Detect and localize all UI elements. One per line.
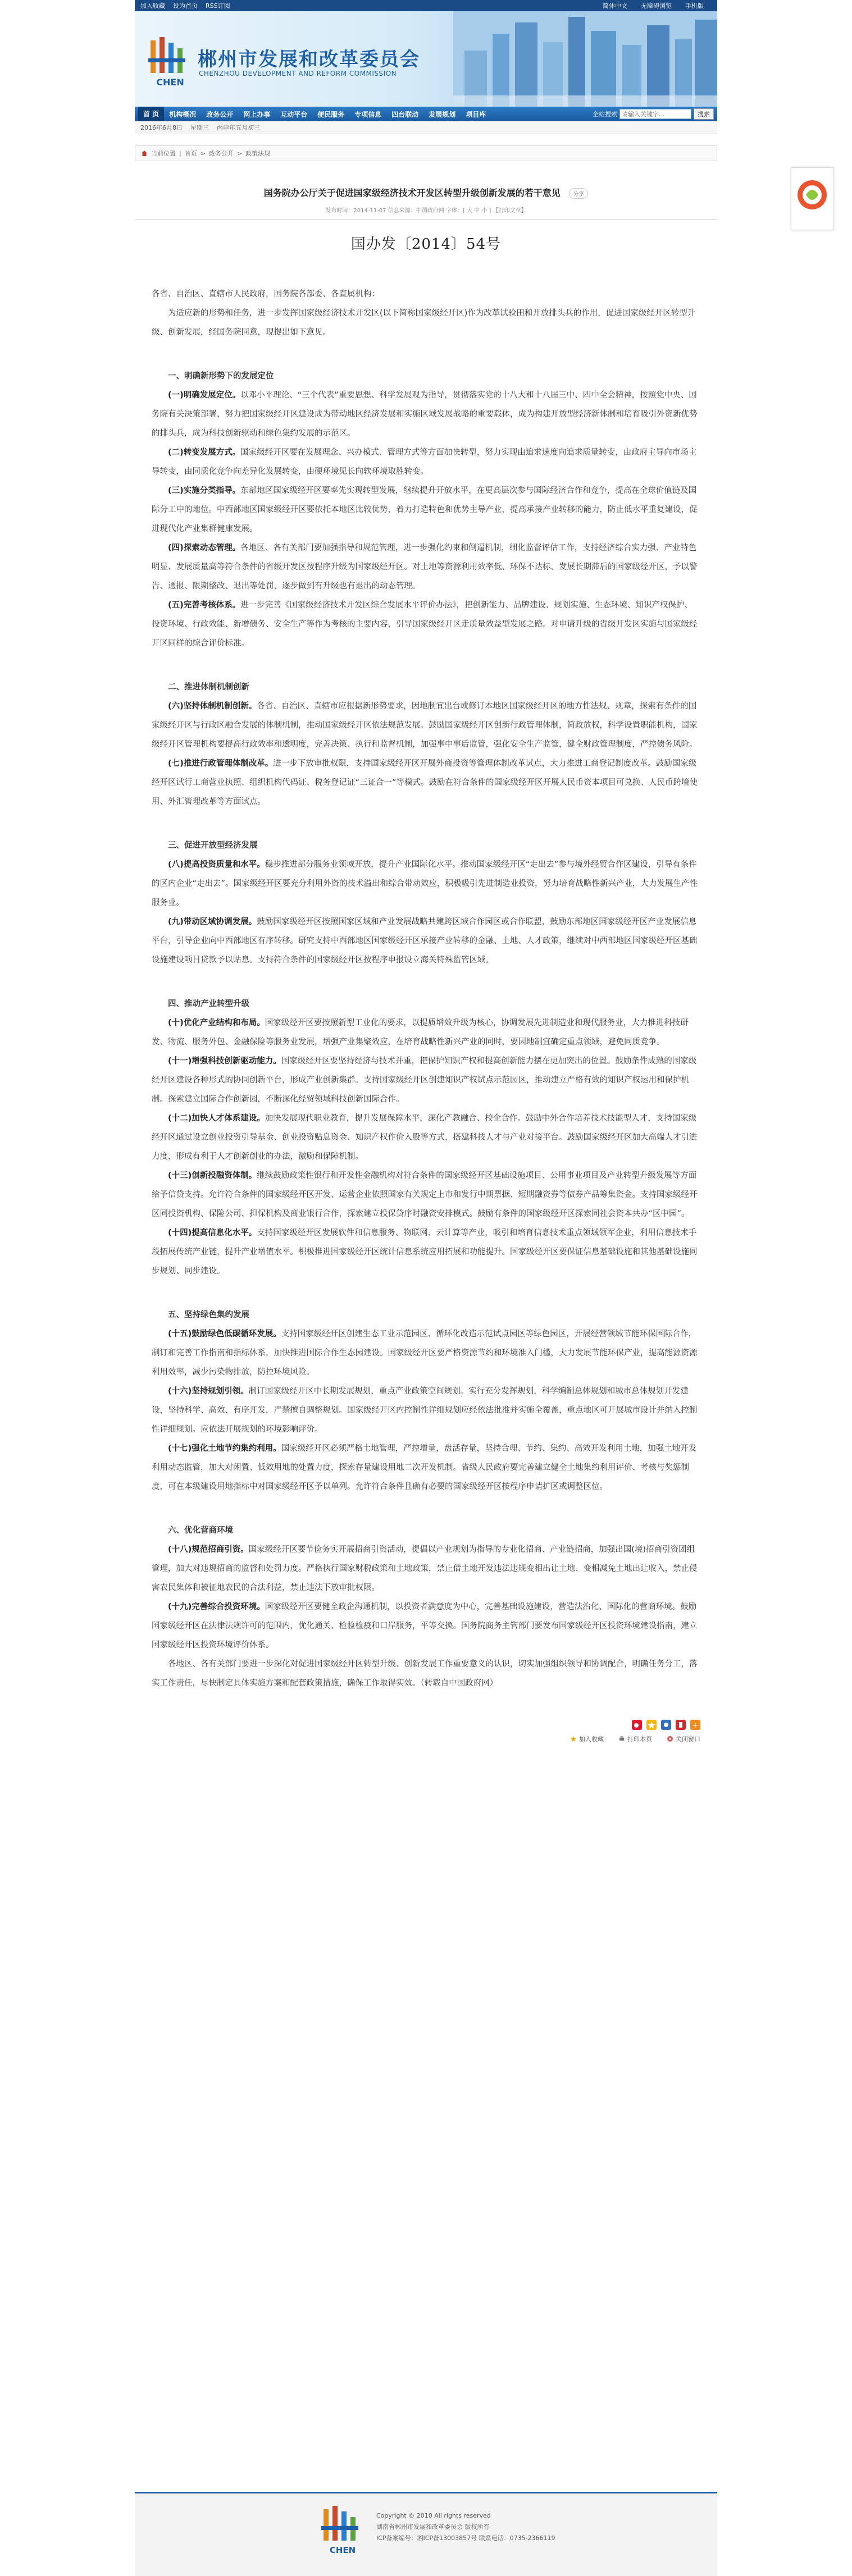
search-button[interactable]: 搜索	[694, 108, 714, 120]
site-title: 郴州市发展和改革委员会	[198, 48, 420, 71]
print-action[interactable]: 打印本页	[618, 1734, 652, 1743]
qzone-icon[interactable]	[646, 1720, 657, 1730]
topbar-link-lang[interactable]: 简体中文	[603, 2, 627, 10]
svg-text:+: +	[692, 1721, 699, 1730]
page-wrapper	[135, 0, 717, 2555]
article-title: 国务院办公厅关于促进国家级经济技术开发区转型升级创新发展的若干意见	[263, 188, 561, 198]
tencent-weibo-icon[interactable]	[676, 1720, 686, 1730]
footer-text	[376, 2510, 555, 2544]
paragraph: (三)实施分类指导。东部地区国家级经开区要率先实现转型发展，继续提升开放水平，在更高层次参与国际经济合作和竞争，提高在全球价值链及国际分工中的地位。中西部地区国家级经开区要依托本地区比较优势，着力打造特色和优势主导产业，提高承接产业转移的能力，防止低水平重复建设，促进现代化产业集群健康发展。	[152, 486, 698, 533]
add-favorite-action[interactable]: 加入收藏	[570, 1734, 604, 1743]
topbar-link-homepage[interactable]: 设为首页	[173, 2, 198, 10]
topbar-link-mobile[interactable]: 手机版	[685, 2, 704, 10]
star-icon	[570, 1735, 577, 1742]
main-nav	[135, 107, 717, 121]
breadcrumb-policy[interactable]: 政策法规	[245, 150, 271, 157]
current-date: 2016年6月8日	[140, 124, 183, 131]
section-heading: 二、推进体制机制创新	[168, 683, 249, 692]
paragraph: (九)带动区域协调发展。鼓励国家级经开区按照国家区域和产业发展战略共建跨区域合作园区或合作联盟，鼓励东部地区国家级经开区产业发展信息平台，引导企业向中西部地区有序转移。研究支持中西部地区国家级经开区承接产业转移的金融、土地、人才政策，继续对中西部地区国家级经开区基础设施建设项目贷款予以贴息。支持符合条件的国家级经开区按程序申报设立海关特殊监管区域。	[152, 917, 698, 965]
site-search	[593, 108, 714, 120]
article-meta: 发布时间：2014-11-07 信息来源：中国政府网 字体：[ 大 中 小 ] 【打印文章】	[325, 208, 527, 214]
article-actions	[135, 1734, 700, 1743]
logo-text: CHEN	[156, 77, 184, 88]
paragraph: (十五)鼓励绿色低碳循环发展。支持国家级经开区创建生态工业示范园区、循环化改造示范试点园区等绿色园区，开展经营领域节能环保国际合作，制订和完善工作指南和指标体系，加快推进国际合作生态园建设。国家级经开区要严格资源节约和环境准入门槛，大力发展节能环保产业，提高能源资源利用效率，减少污染物排放，防控环境风险。	[152, 1330, 698, 1377]
lunar-date: 丙申年五月初三	[217, 124, 260, 131]
topbar-link-rss[interactable]: RSS订阅	[206, 2, 230, 10]
breadcrumb-label: 当前位置	[151, 150, 176, 157]
paragraph: (十一)增强科技创新驱动能力。国家级经开区要坚持经济与技术并重，把保护知识产权和提高创新能力摆在更加突出的位置。鼓励条件成熟的国家级经开区建设各种形式的协同创新平台，形成产业创新集群。支持国家级经开区创建知识产权试点示范园区，推动建立严格有效的知识产权运用和保护机制。探索建立国际合作创新园，不断深化经贸领域科技创新国际合作。	[152, 1057, 697, 1104]
section-heading: 三、促进开放型经济发展	[168, 841, 258, 850]
paragraph: (十)优化产业结构和布局。国家级经开区要按照新型工业化的要求，以提质增效升级为核心，协调发展先进制造业和现代服务业，大力推进科技研发、物流、服务外包、金融保险等服务业发展，增强产业集聚效应，在培育战略性新兴产业的同时，要因地制宜确定重点领域，避免同质竞争。	[152, 1018, 689, 1047]
top-utility-bar	[135, 0, 717, 11]
section-heading: 一、明确新形势下的发展定位	[168, 372, 274, 381]
section-heading: 四、推动产业转型升级	[168, 999, 249, 1008]
article-title-row	[135, 186, 717, 199]
floating-logo-icon	[791, 168, 833, 230]
search-label: 全站搜索	[593, 111, 617, 118]
topbar-link-favorite[interactable]: 加入收藏	[140, 2, 165, 10]
nav-item-online-service[interactable]: 网上办事	[243, 110, 271, 118]
paragraph: (七)推进行政管理体制改革。进一步下放审批权限，支持国家级经开区开展外商投资等管理体制改革试点，大力推进工商登记制度改革。鼓励国家级经开区试行工商营业执照、组织机构代码证、税务登记证“三证合一”等模式。鼓励在符合条件的国家级经开区开展人民币资本项目可兑换、人民币跨境使用、外汇管理改革等方面试点。	[152, 759, 698, 806]
paragraph: (六)坚持体制机制创新。各省、自治区、直辖市应根据新形势要求，因地制宜出台或修订本地区国家级经开区的地方性法规、规章，探索有条件的国家级经开区与行政区融合发展的体制机制，推动国家级经开区依法规范发展。鼓励国家级经开区创新行政管理体制，简政放权，科学设置职能机构，国家级经开区管理机构要提高行政效率和透明度，完善决策、执行和监督机制，加强事中事后监管，强化安全生产监管，健全财政管理制度，严控债务风险。	[152, 702, 698, 749]
printer-icon	[618, 1735, 625, 1742]
nav-item-projects[interactable]: 项目库	[466, 110, 486, 118]
floating-widget[interactable]	[791, 167, 834, 230]
icp-line: ICP备案编号：湘ICP备13003857号 联系电话：0735-2366119	[376, 2534, 555, 2542]
footer-logo	[320, 2505, 365, 2561]
close-icon	[667, 1735, 673, 1742]
paragraph: (四)探索动态管理。各地区、各有关部门要加强指导和规范管理，进一步强化约束和倒逼机制，细化监督评估工作，支持经济综合实力强、产业特色明显、发展质量高等符合条件的省级开发区按程序升级为国家级经开区。对土地等资源利用效率低、环保不达标、发展长期滞后的国家级经开区，予以警告、通报、限期整改、退出等处罚，逐步做到有升级也有退出的动态管理。	[152, 543, 698, 591]
paragraph: (二)转变发展方式。国家级经开区要在发展理念、兴办模式、管理方式等方面加快转型，努力实现由追求速度向追求质量转变，由政府主导向市场主导转变，由同质化竞争向差异化发展转变，由硬环境见长向软环境取胜转变。	[152, 448, 697, 476]
nav-item-public-service[interactable]: 便民服务	[317, 110, 345, 118]
svg-text:CHEN: CHEN	[329, 2545, 356, 2555]
current-weekday: 星期三	[190, 124, 209, 131]
nav-item-gov-affairs[interactable]: 政务公开	[206, 110, 234, 118]
breadcrumb-home[interactable]: 首页	[184, 150, 197, 157]
search-input[interactable]	[619, 109, 691, 119]
closing-paragraph: 各地区、各有关部门要进一步深化对促进国家级经开区转型升级、创新发展工作重要意义的认识，切实加强组织领导和协调配合，明确任务分工，落实工作责任，尽快制定具体实施方案和配套政策措施，确保工作取得实效。（转载自中国政府网）	[152, 1660, 698, 1688]
nav-item-about[interactable]: 机构概况	[169, 110, 197, 118]
paragraph: (十三)创新投融资体制。继续鼓励政策性银行和开发性金融机构对符合条件的国家级经开区基础设施项目、公用事业项目及产业转型升级发展等方面给予信贷支持。允许符合条件的国家级经开区开发、运营企业依照国家有关规定上市和发行中期票据、短期融资券等债券产品筹集资金。支持国家级经开区同投资机构、保险公司、担保机构及商业银行合作，探索建立投保贷序时融资安排模式。鼓励有条件的国家级经开区探索同社会资本共办“区中园”。	[152, 1171, 698, 1218]
topbar-link-accessibility[interactable]: 无障碍浏览	[641, 2, 672, 10]
document-number: 国办发〔2014〕54号	[350, 236, 502, 253]
paragraph: (十八)规范招商引资。国家级经开区要节俭务实开展招商引资活动，提倡以产业规划为指导的专业化招商、产业链招商，加强出国(境)招商引资团组管理，加大对违规招商的监督和处罚力度。严格执行国家财税政策和土地政策，禁止借土地开发违法违规变相出让土地、变相减免土地出让收入，禁止侵害农民集体和被征地农民的合法利益，禁止违法下放审批权限。	[152, 1545, 698, 1592]
site-footer	[135, 2492, 717, 2576]
date-bar	[135, 121, 717, 134]
paragraph: (八)提高投资质量和水平。稳步推进部分服务业领域开放，提升产业国际化水平。推动国家级经开区“走出去”参与境外经贸合作区建设，引导有条件的区内企业“走出去”。国家级经开区要充分利用外资的技术溢出和综合带动效应，积极吸引先进制造业投资，努力培育战略性新兴产业，大力发展生产性服务业。	[152, 860, 698, 907]
site-banner	[135, 11, 717, 107]
article-body	[152, 285, 700, 1693]
paragraph: (十二)加快人才体系建设。加快发展现代职业教育，提升发展保障水平，深化产教融合、校企合作。鼓励中外合作培养技术技能型人才，支持国家级经开区通过设立创业投资引导基金、创业投资贴息资金、知识产权作价入股等方式，搭建科技人才与产业对接平台。鼓励国家级经开区加大高端人才引进力度，形成有利于人才创新创业的办法，激励和保障机制。	[152, 1114, 698, 1161]
nav-item-special-info[interactable]: 专项信息	[354, 110, 382, 118]
paragraph: (十七)强化土地节约集约利用。国家级经开区必须严格土地管理，严控增量，盘活存量，坚持合理、节约、集约、高效开发利用土地，加强土地开发利用动态监管，加大对闲置、低效用地的处置力度，探索存量建设用地二次开发机制。省级人民政府要完善建立健全土地集约利用评价、考核与奖惩制度，可在本级建设用地指标中对国家级经开区予以单列。允许符合条件且确有必要的国家级经开区按程序申请扩区或调整区位。	[152, 1444, 697, 1491]
paragraph: (十九)完善综合投资环境。国家级经开区要健全政企沟通机制，以投资者满意度为中心，完善基础设施建设，营造法治化、国际化的营商环境。鼓励国家级经开区在法律法规许可的范围内，优化通关、检验检疫和口岸服务，平等交换。国务院商务主管部门要发布国家级经开区投资环境建设指南，建立国家级经开区投资环境评价体系。	[152, 1602, 698, 1650]
nav-item-linkage[interactable]: 四台联动	[391, 110, 419, 118]
copyright-line: Copyright © 2010 All rights reserved	[376, 2512, 491, 2519]
intro-paragraph: 为适应新的形势和任务，进一步发挥国家级经济技术开发区(以下简称国家级经开区)作为改革试验田和开放排头兵的作用，促进国家级经开区转型升级、创新发展，经国务院同意，现提出如下意见。	[152, 309, 696, 337]
breadcrumb-gov-affairs[interactable]: 政务公开	[208, 150, 234, 157]
weibo-icon[interactable]	[632, 1720, 642, 1730]
section-heading: 五、坚持绿色集约发展	[168, 1310, 249, 1319]
paragraph: (十四)提高信息化水平。支持国家级经开区发展软件和信息服务、物联网、云计算等产业，吸引和培育信息技术重点领域领军企业，利用信息技术手段拓展传统产业链，提升产业增值水平。积极推进国家级经开区统计信息系统应用拓展和功能提升。国家级经开区要保证信息基础设施和其他基础设施同步规划、同步建设。	[152, 1228, 698, 1276]
paragraph: (十六)坚持规划引领。制订国家级经开区中长期发展规划，重点产业政策空间规划。实行充分发挥规划，科学编制总体规划和城市总体规划开发建设，坚持科学、高效、有序开发，严禁擅自调整规划。国家级经开区内控制性详细规划应经依法批准并实施全覆盖，重点地区可开展城市设计并纳入控制性详细规划。应依法开展规划的环境影响评价。	[152, 1387, 698, 1434]
share-button[interactable]: 分享	[569, 188, 588, 199]
nav-item-interaction[interactable]: 互动平台	[280, 110, 308, 118]
site-subtitle: CHENZHOU DEVELOPMENT AND REFORM COMMISSION	[199, 70, 397, 77]
renren-icon[interactable]	[661, 1720, 671, 1730]
site-logo[interactable]	[147, 36, 193, 92]
nav-item-planning[interactable]: 发展规划	[429, 110, 456, 118]
section-heading: 六、优化营商环境	[168, 1526, 233, 1535]
close-window-action[interactable]: 关闭窗口	[667, 1734, 700, 1743]
topbar-right-links	[603, 1, 712, 10]
more-share-icon[interactable]	[690, 1720, 700, 1730]
home-icon	[141, 150, 148, 157]
city-skyline-illustration	[453, 11, 717, 107]
share-icons	[135, 1720, 700, 1730]
paragraph: (五)完善考核体系。进一步完善《国家级经济技术开发区综合发展水平评价办法》，把创新能力、品牌建设、规划实施、生态环境、知识产权保护、投资环境、行政效能、新增债务、安全生产等作为考核的主要内容，引导国家级经开区走质量效益型发展之路。对申请升级的省级开发区实施与国家级经开区同样的综合评价标准。	[152, 601, 698, 648]
breadcrumb: 当前位置 | 首页 > 政务公开 > 政策法规	[135, 145, 717, 161]
salutation: 各省、自治区、直辖市人民政府，国务院各部委、各直属机构：	[152, 290, 380, 299]
owner-line: 湖南省郴州市发展和改革委员会 版权所有	[376, 2523, 490, 2531]
nav-item-home[interactable]: 首 页	[138, 107, 164, 121]
paragraph: (一)明确发展定位。以邓小平理论、“三个代表”重要思想、科学发展观为指导，贯彻落实党的十八大和十八届三中、四中全会精神，按照党中央、国务院有关决策部署，努力把国家级经开区建设成为带动地区经济发展和实施区域发展战略的重要载体，成为构建开放型经济新体制和培育吸引外资新优势的排头兵，成为科技创新驱动和绿色集约发展的示范区。	[152, 391, 698, 438]
